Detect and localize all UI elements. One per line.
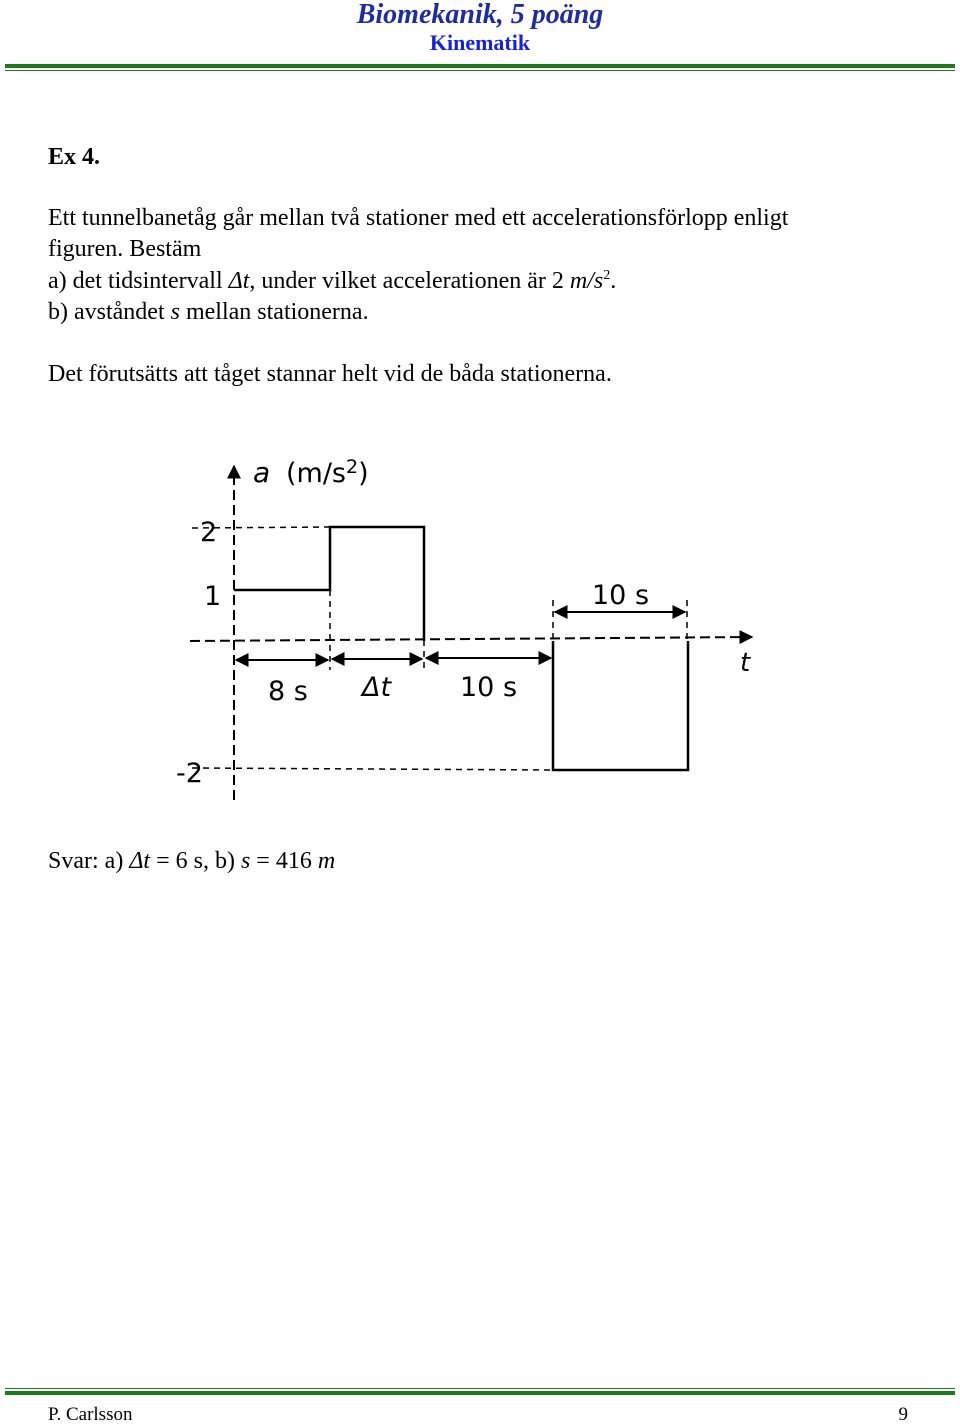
question-b-prefix: b) avståndet [48,299,171,325]
guide-a-neg2 [192,768,552,770]
question-a-unit: m/s [569,268,604,294]
y-tick-neg2: -2 [176,758,203,789]
dim-label-brake: 10 s [592,580,650,611]
y-tick-1: 1 [204,581,222,612]
question-a-delta: Δt [228,268,250,294]
footer-author: P. Carlsson [48,1404,133,1425]
question-a-end: . [610,268,617,294]
acceleration-phase [234,527,424,641]
footer-rule [5,1388,955,1395]
question-b [48,297,369,328]
dim-label-first: 8 s [268,676,308,707]
x-axis-var: t [740,648,751,678]
braking-phase [553,641,688,770]
page-number: 9 [898,1404,908,1425]
exercise-intro-line2: figuren. Bestäm [48,236,202,262]
question-a-sup: 2 [603,268,611,283]
header-rule [5,64,955,71]
document-subtitle: Kinematik [429,30,531,55]
answer-a-value: = 6 s, b) [150,848,241,874]
question-a-prefix: a) det tidsintervall [48,268,229,294]
document-title: Biomekanik, 5 poäng [356,0,604,30]
dim-label-coast: 10 s [460,672,518,703]
answer-unit: m [317,848,336,874]
dim-label-delta: Δt [362,672,392,703]
y-axis-var: a [253,456,271,489]
question-b-suffix: mellan stationerna. [179,299,369,325]
answer-prefix: Svar: a) [48,848,130,874]
answer [48,846,335,877]
y-axis-unit: $(m/s^2)$ [286,456,369,489]
question-b-var: s [170,299,180,325]
exercise-note: Det förutsätts att tåget stannar helt vid de båda stationerna. [48,361,612,387]
question-a-middle: , under vilket accelerationen är 2 [249,268,570,294]
answer-b-value: = 416 [250,848,318,874]
exercise-label: Ex 4. [48,144,101,170]
acceleration-time-diagram [175,445,775,810]
y-tick-2: 2 [200,517,218,548]
exercise-intro-line1: Ett tunnelbanetåg går mellan två stationer med ett accelerationsförlopp enligt [48,205,789,231]
question-a [48,266,616,297]
x-axis [190,637,752,641]
answer-delta: Δt [129,848,151,874]
answer-s-var: s [240,848,251,874]
